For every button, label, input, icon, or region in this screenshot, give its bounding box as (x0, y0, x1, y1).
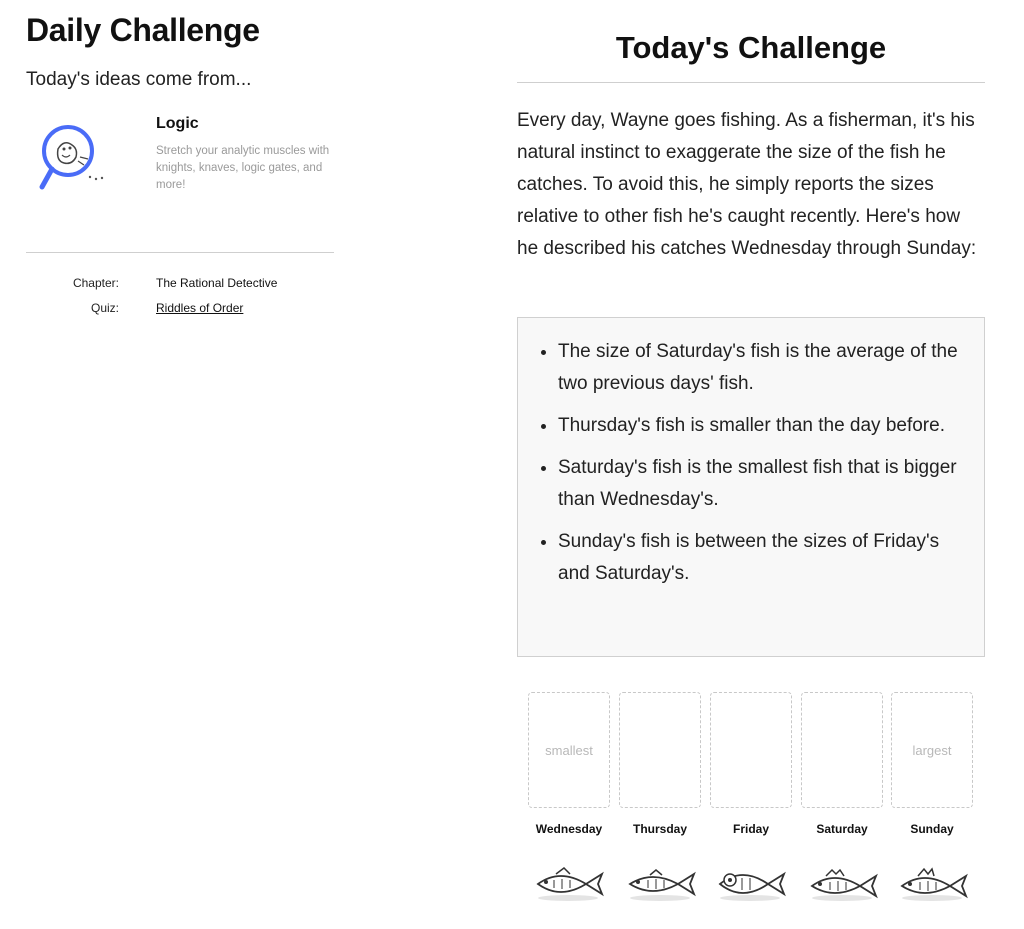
clue-item: • Thursday's fish is smaller than the day before. (558, 410, 964, 442)
clue-item: • The size of Saturday's fish is the average of the two previous days' fish. (558, 336, 964, 400)
challenge-title: Today's Challenge (615, 30, 887, 65)
clue-item: • Saturday's fish is the smallest fish that is bigger than Wednesday's. (558, 452, 964, 516)
course-title[interactable]: Logic (156, 115, 199, 132)
fish-icon[interactable] (622, 864, 702, 904)
chapter-row (26, 276, 334, 301)
day-label: Wednesday (535, 822, 603, 836)
fish-icon[interactable] (804, 864, 884, 904)
day-label: Saturday (816, 822, 868, 836)
drop-zone[interactable]: largest (891, 692, 973, 808)
chapter-label: Chapter: (72, 276, 119, 290)
course-meta (26, 276, 334, 326)
quiz-link[interactable]: Riddles of Order (156, 301, 244, 315)
chapter-value: The Rational Detective (156, 276, 278, 290)
slot-wednesday[interactable] (528, 692, 610, 836)
day-label: Sunday (910, 822, 954, 836)
challenge-divider (517, 82, 985, 83)
fish-icon[interactable] (530, 864, 610, 904)
fish-icon[interactable] (712, 864, 792, 904)
fish-icon[interactable] (894, 864, 974, 904)
sidebar-divider (26, 252, 334, 253)
clue-list (518, 318, 984, 590)
quiz-label: Quiz: (90, 301, 119, 315)
challenge-panel (517, 30, 985, 584)
slot-thursday[interactable] (619, 692, 701, 836)
ideas-intro: Today's ideas come from... (26, 69, 252, 90)
course-description: Stretch your analytic muscles with knights, knaves, logic gates, and more! (156, 145, 330, 191)
clue-item: • Sunday's fish is between the sizes of Friday's and Saturday's. (558, 526, 964, 590)
slot-sunday[interactable] (891, 692, 973, 836)
quiz-row (26, 301, 334, 326)
day-label: Thursday (632, 822, 687, 836)
slot-saturday[interactable] (801, 692, 883, 836)
drop-zone[interactable]: smallest (528, 692, 610, 808)
ordering-area (528, 692, 978, 912)
drop-zone[interactable] (619, 692, 701, 808)
page-title: Daily Challenge (26, 12, 260, 48)
course-card[interactable] (26, 107, 334, 227)
challenge-intro: Every day, Wayne goes fishing. As a fisherman, it's his natural instinct to exaggerate the size of the fish he catches. To avoid this, he simply reports the sizes relative to other fish he's caught recently. Here's how he described his catches Wednesday through Sunday: (517, 110, 977, 259)
slot-friday[interactable] (710, 692, 792, 836)
drop-zone[interactable] (801, 692, 883, 808)
drop-zone[interactable] (710, 692, 792, 808)
sidebar (26, 12, 334, 227)
magnifier-icon (32, 115, 116, 199)
day-label: Friday (732, 822, 769, 836)
clue-box (517, 317, 985, 657)
